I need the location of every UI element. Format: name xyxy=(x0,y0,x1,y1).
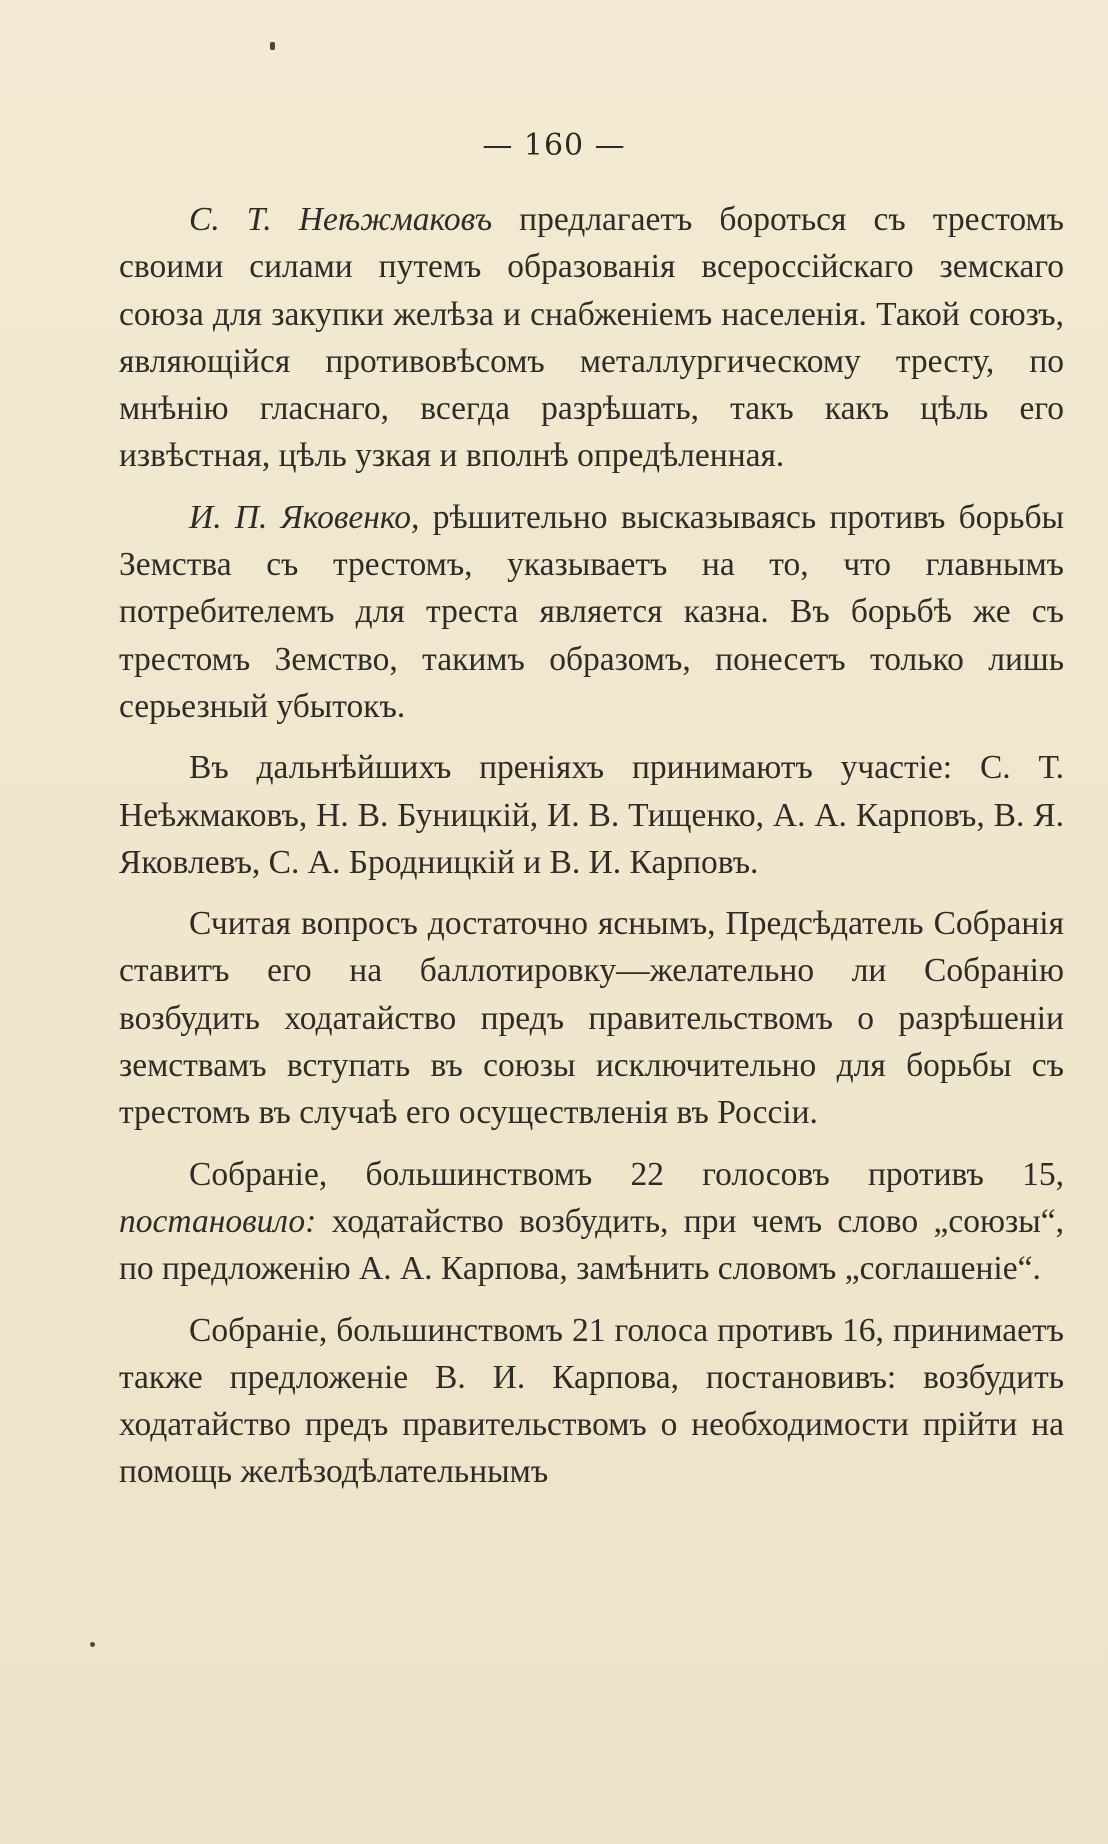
paragraph-text: Собраніе, большинствомъ 21 голоса противъ 16, принимаетъ также предложеніе В. И. Карпова, постановивъ: возбудить ходатайство предъ правительствомъ о необходимости прійти на помощь желѣзодѣлательнымъ xyxy=(119,1311,1064,1491)
emphasis-text: постановило: xyxy=(119,1202,317,1240)
speaker-name: И. П. Яковенко, xyxy=(189,498,420,536)
paragraph-text: предлагаетъ бороться съ трестомъ своими силами путемъ образованія всероссійскаго земскаго союза для закупки желѣза и снабженіемъ населенія. Такой союзъ, являющійся противовѣсомъ металлургическому тресту, по мнѣнію гласнаго, всегда разрѣшать, такъ какъ цѣль его извѣстная, цѣль узкая и вполнѣ опредѣленная. xyxy=(119,201,1064,475)
paragraph-text: ходатайство возбудить, при чемъ слово „союзы“, по предложенію А. А. Карпова, замѣнить словомъ „соглашеніе“. xyxy=(119,1202,1064,1288)
paragraph-text: Въ дальнѣйшихъ преніяхъ принимаютъ участіе: С. Т. Неѣжмаковъ, Н. В. Буницкій, И. В. Тищенко, А. А. Карповъ, В. Я. Яковлевъ, С. А. Бродницкій и В. И. Карповъ. xyxy=(119,749,1064,881)
ink-mark xyxy=(270,42,275,50)
speaker-name: С. Т. Неѣжмаковъ xyxy=(189,201,493,238)
paragraph-4 xyxy=(119,900,1064,1136)
paragraph-6 xyxy=(119,1307,1064,1496)
paragraph-text: рѣшительно высказываясь противъ борьбы Земства съ трестомъ, указываетъ на то, что главнымъ потребителемъ для треста является казна. Въ борьбѣ же съ трестомъ Земство, такимъ образомъ, понесетъ только лишь серьезный убытокъ. xyxy=(119,498,1064,725)
document-body xyxy=(119,196,1064,1510)
paragraph-3 xyxy=(119,744,1064,886)
paragraph-2 xyxy=(119,494,1064,730)
page-number: — 160 — xyxy=(482,128,626,163)
paragraph-1 xyxy=(119,196,1064,480)
paragraph-text: Считая вопросъ достаточно яснымъ, Предсѣдатель Собранія ставитъ его на баллотировку—желательно ли Собранію возбудить ходатайство предъ правительствомъ о разрѣшеніи земствамъ вступать въ союзы исключительно для борьбы съ трестомъ въ случаѣ его осуществленія въ Россіи. xyxy=(119,905,1064,1132)
paragraph-5 xyxy=(119,1151,1064,1293)
margin-dot xyxy=(90,1642,95,1647)
paragraph-text-before: Собраніе, большинствомъ 22 голосовъ противъ 15, xyxy=(189,1155,1064,1193)
